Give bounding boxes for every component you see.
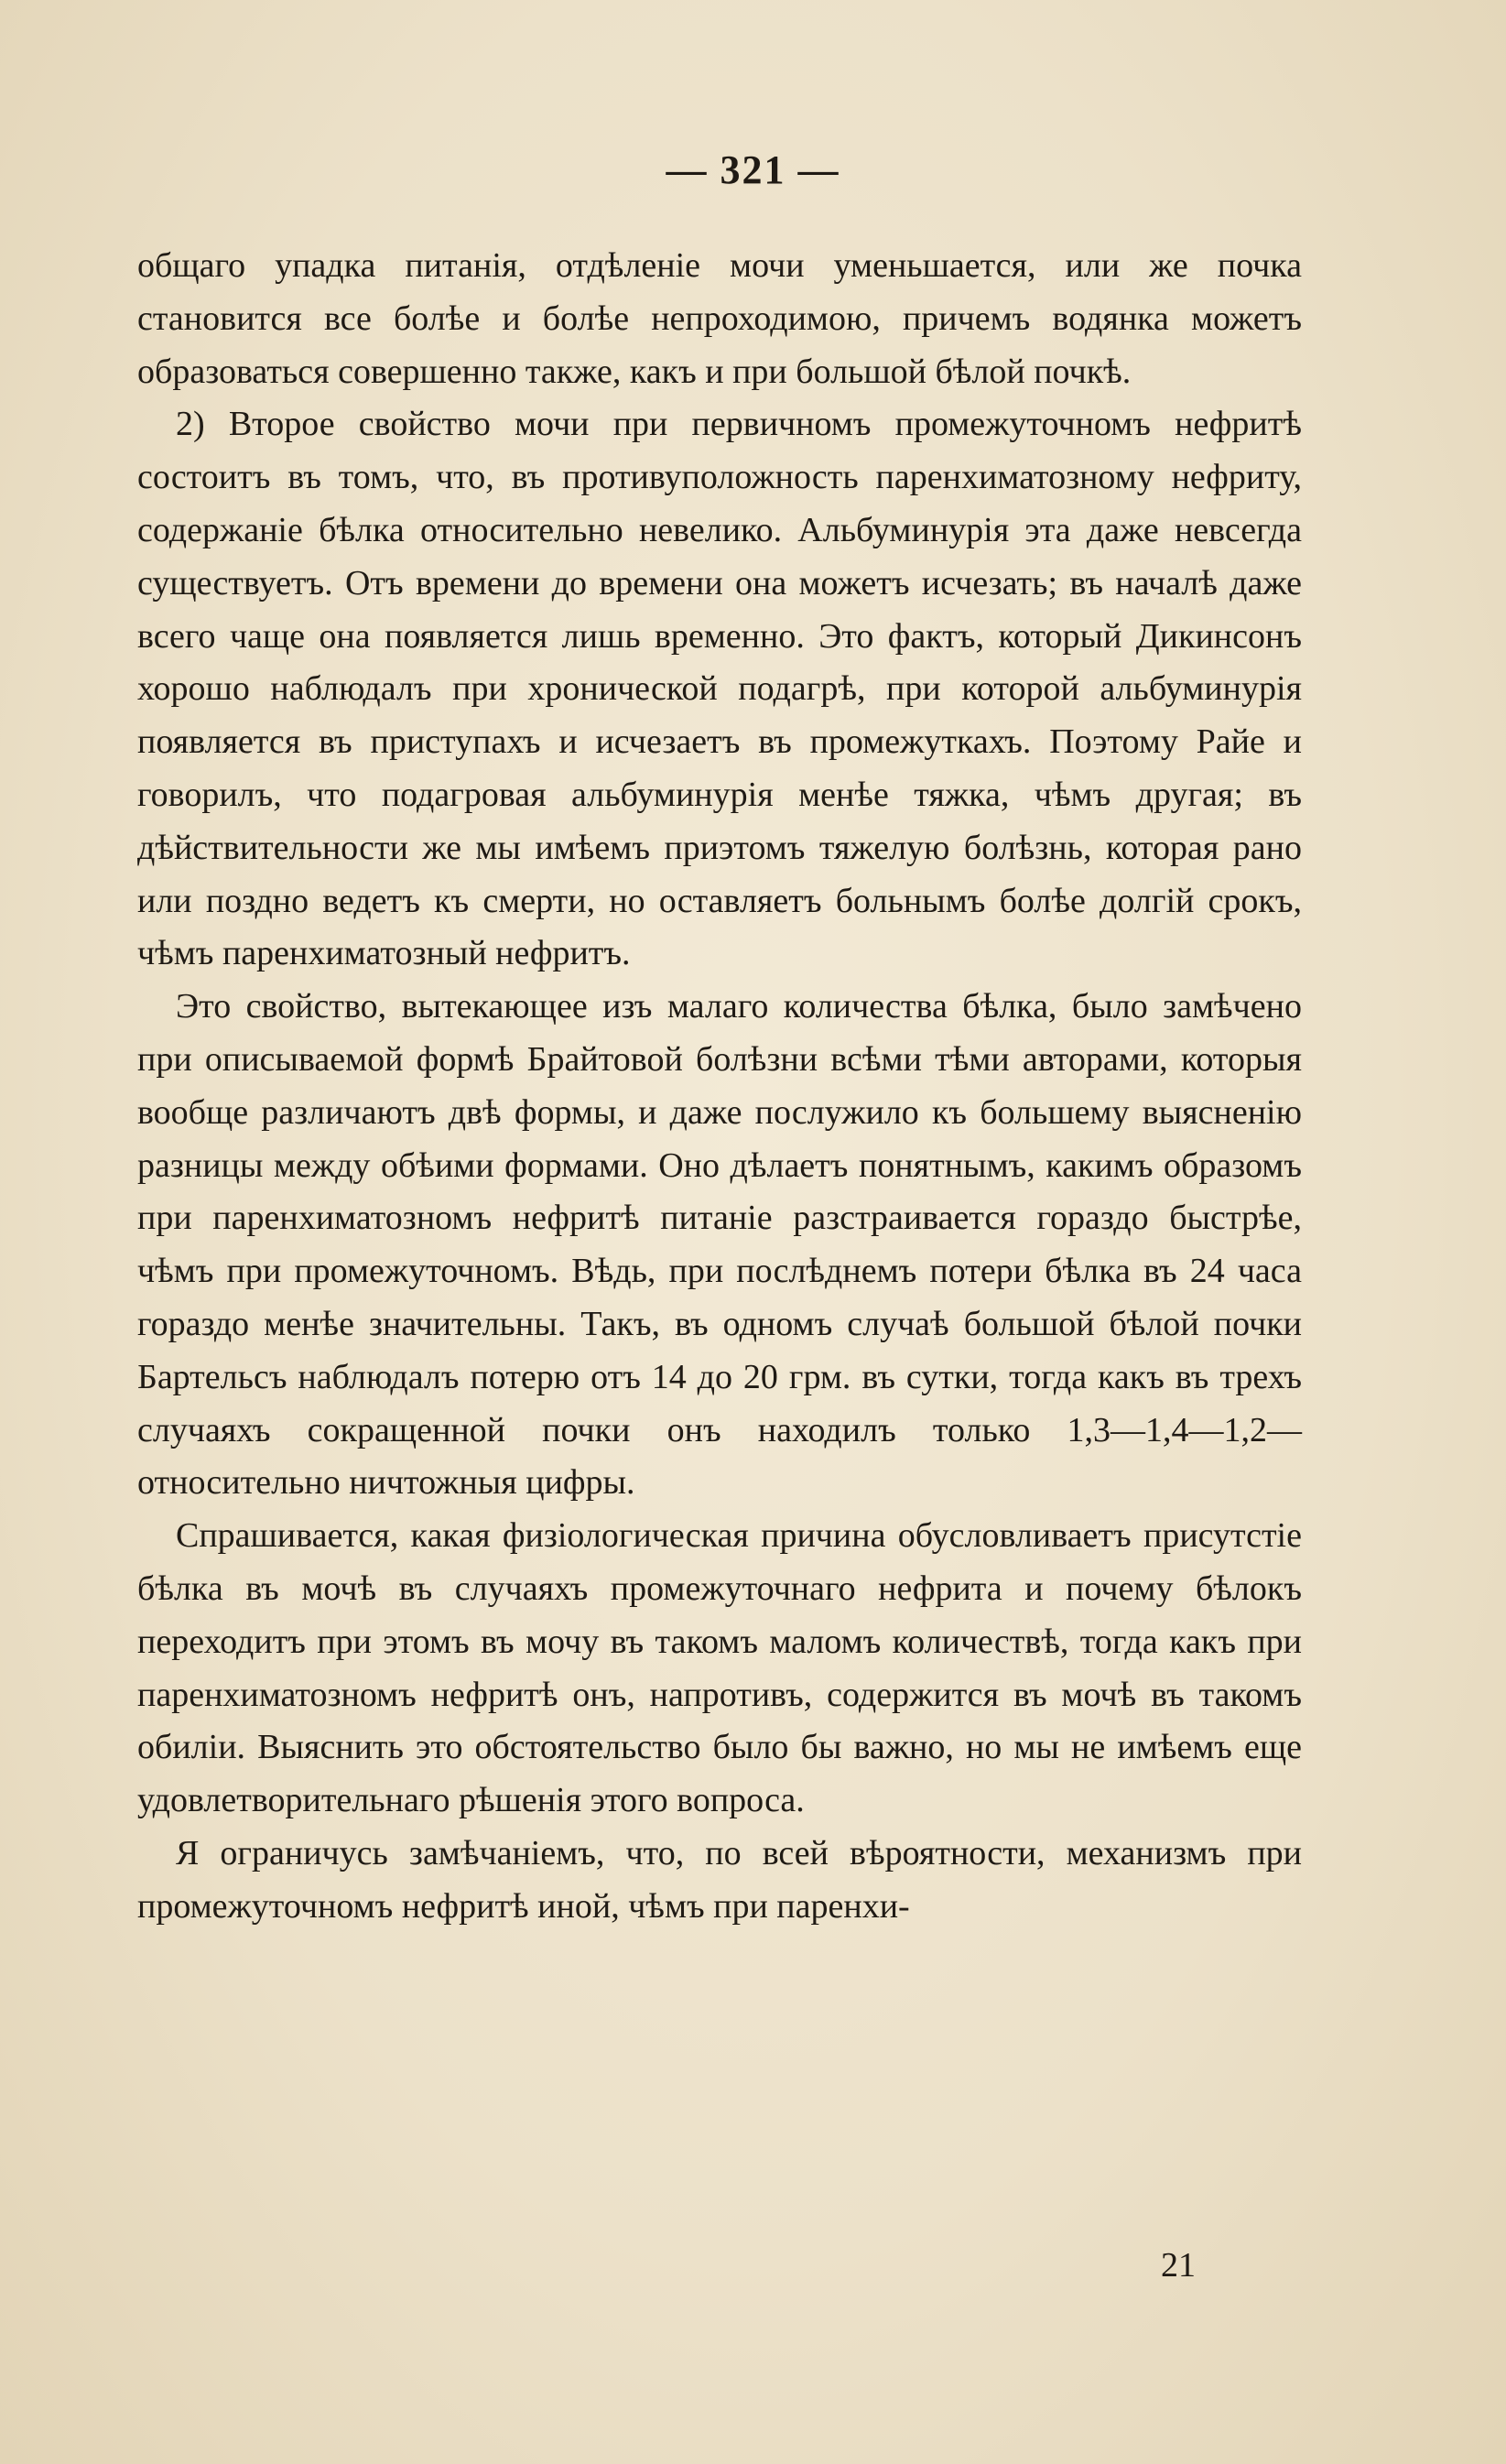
- paragraph-3: Это свойство, вытекающее изъ малаго количества бѣлка, было замѣчено при описываемой формѣ Брайтовой болѣзни всѣми тѣми авторами, которыя вообще различаютъ двѣ формы, и даже послужило къ большему выясненію разницы между обѣими формами. Оно дѣлаетъ понятнымъ, какимъ образомъ при паренхиматозномъ нефритѣ питаніе разстраивается гораздо быстрѣе, чѣмъ при промежуточномъ. Вѣдь, при послѣднемъ потери бѣлка въ 24 часа гораздо менѣе значительны. Такъ, въ одномъ случаѣ большой бѣлой почки Бартельсъ наблюдалъ потерю отъ 14 до 20 грм. въ сутки, тогда какъ въ трехъ случаяхъ сокращенной почки онъ находилъ только 1,3—1,4—1,2—относительно ничтожныя цифры.: [137, 987, 1302, 1503]
- page-number: — 321 —: [666, 147, 840, 192]
- paragraph-1: общаго упадка питанія, отдѣленіе мочи уменьшается, или же почка становится все болѣе и болѣе непроходимою, причемъ водянка можетъ образоваться совершенно также, какъ и при большой бѣлой почкѣ.: [137, 246, 1302, 391]
- paragraph-5: Я ограничусь замѣчаніемъ, что, по всей вѣроятности, механизмъ при промежуточномъ нефритѣ иной, чѣмъ при паренхи-: [137, 1833, 1302, 1926]
- paragraph-2: 2) Второе свойство мочи при первичномъ промежуточномъ нефритѣ состоитъ въ томъ, что, въ противуположность паренхиматозному нефриту, содержаніе бѣлка относительно невелико. Альбуминурія эта даже невсегда существуетъ. Отъ времени до времени она можетъ исчезать; въ началѣ даже всего чаще она появляется лишь временно. Это фактъ, который Дикинсонъ хорошо наблюдалъ при хронической подагрѣ, при которой альбуминурія появляется въ приступахъ и исчезаетъ въ промежуткахъ. Поэтому Райе и говорилъ, что подагровая альбуминурія менѣе тяжка, чѣмъ другая; въ дѣйствительности же мы имѣемъ приэтомъ тяжелую болѣзнь, которая рано или поздно ведетъ къ смерти, но оставляетъ больнымъ болѣе долгій срокъ, чѣмъ паренхиматозный нефритъ.: [137, 405, 1302, 973]
- paragraph-4: Спрашивается, какая физіологическая причина обусловливаетъ присутстіе бѣлка въ мочѣ въ случаяхъ промежуточнаго нефрита и почему бѣлокъ переходитъ при этомъ въ мочу въ такомъ маломъ количествѣ, тогда какъ при паренхиматозномъ нефритѣ онъ, напротивъ, содержится въ мочѣ въ такомъ обиліи. Выяснить это обстоятельство было бы важно, но мы не имѣемъ еще удовлетворительнаго рѣшенія этого вопроса.: [137, 1516, 1302, 1820]
- signature-mark: 21: [1161, 2246, 1196, 2285]
- body-text: [137, 240, 1302, 1934]
